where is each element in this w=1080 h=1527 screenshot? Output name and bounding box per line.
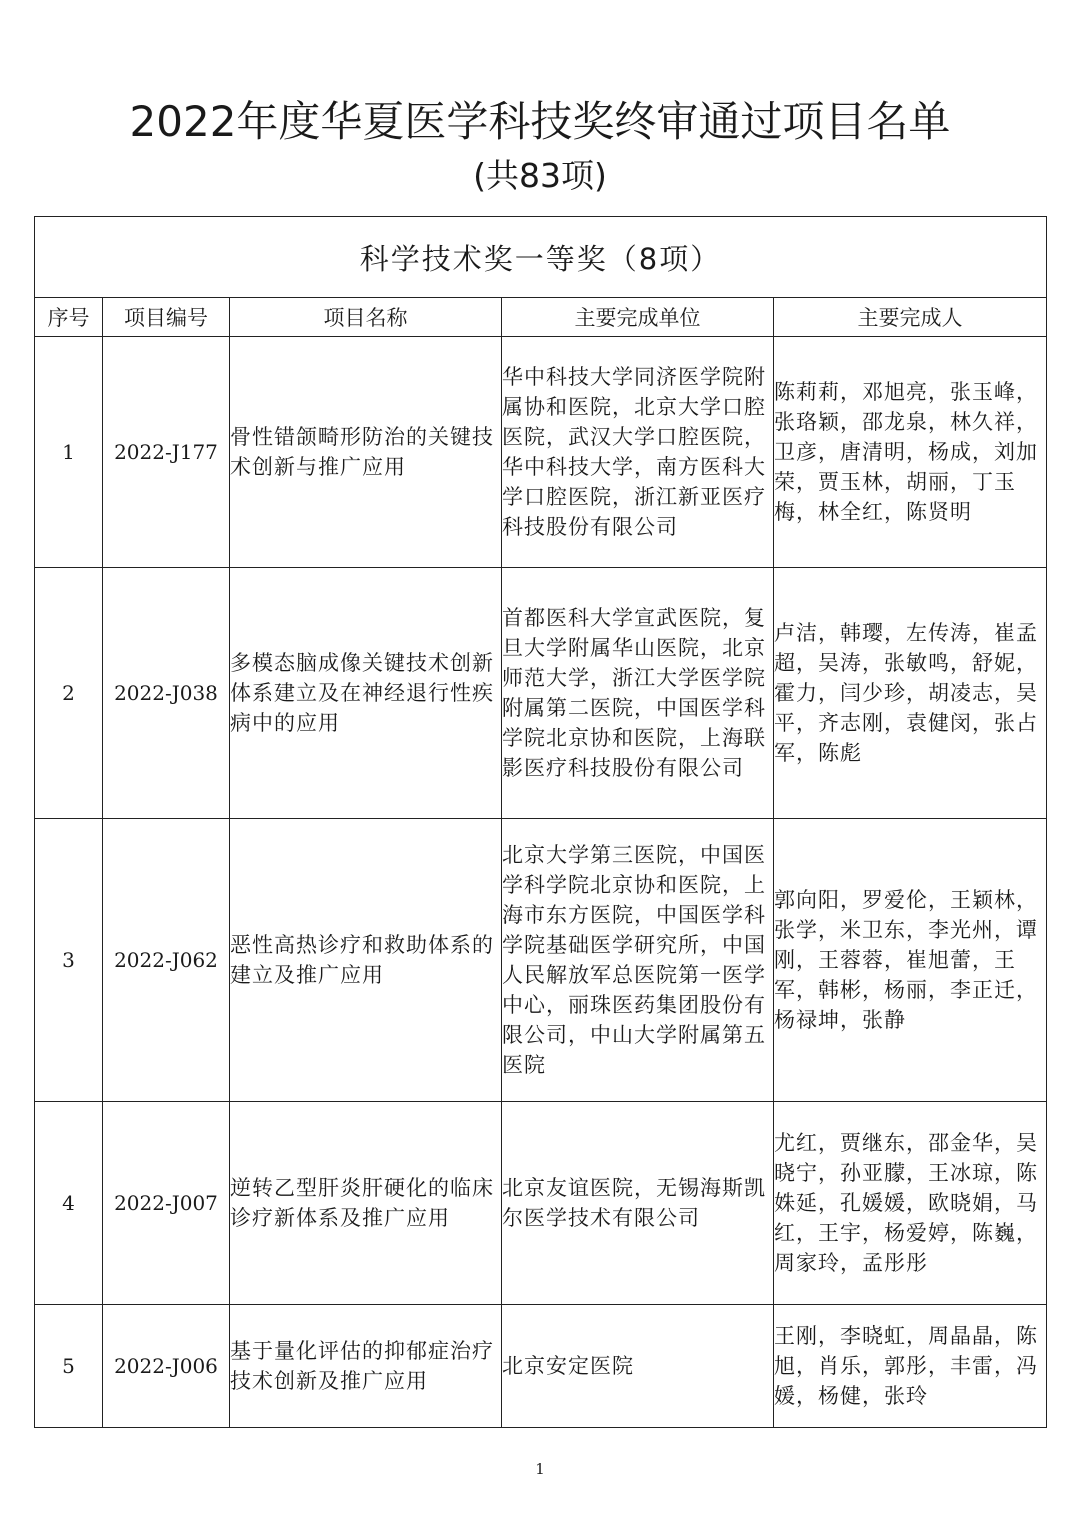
row-code: 2022-J177 <box>103 337 230 568</box>
document-subtitle: (共83项) <box>473 156 607 195</box>
row-seq: 5 <box>35 1305 103 1428</box>
row-seq: 4 <box>35 1102 103 1305</box>
row-project-name: 逆转乙型肝炎肝硬化的临床诊疗新体系及推广应用 <box>230 1102 502 1305</box>
col-header-code: 项目编号 <box>103 298 230 337</box>
row-organizations: 北京安定医院 <box>502 1305 774 1428</box>
row-seq: 2 <box>35 568 103 819</box>
table-row <box>35 1305 1047 1428</box>
row-people: 郭向阳，罗爱伦，王颖林，张学，米卫东，李光州，谭刚，王蓉蓉，崔旭蕾，王军，韩彬，杨丽，李正迁，杨禄坤，张静 <box>774 819 1047 1102</box>
table-row <box>35 337 1047 568</box>
row-organizations: 首都医科大学宣武医院，复旦大学附属华山医院，北京师范大学，浙江大学医学院附属第二医院，中国医学科学院北京协和医院，上海联影医疗科技股份有限公司 <box>502 568 774 819</box>
table-row <box>35 1102 1047 1305</box>
row-organizations: 华中科技大学同济医学院附属协和医院，北京大学口腔医院，武汉大学口腔医院，华中科技大学，南方医科大学口腔医院，浙江新亚医疗科技股份有限公司 <box>502 337 774 568</box>
row-people: 尤红，贾继东，邵金华，吴晓宁，孙亚朦，王冰琼，陈姝延，孔媛媛，欧晓娟，马红，王宇，杨爱婷，陈巍，周家玲，孟彤彤 <box>774 1102 1047 1305</box>
row-code: 2022-J062 <box>103 819 230 1102</box>
col-header-name: 项目名称 <box>230 298 502 337</box>
row-people: 王刚，李晓虹，周晶晶，陈旭，肖乐，郭彤，丰雷，冯媛，杨健，张玲 <box>774 1305 1047 1428</box>
row-organizations: 北京友谊医院，无锡海斯凯尔医学技术有限公司 <box>502 1102 774 1305</box>
section-title: 科学技术奖一等奖（8项） <box>35 217 1047 298</box>
row-seq: 3 <box>35 819 103 1102</box>
row-project-name: 恶性高热诊疗和救助体系的建立及推广应用 <box>230 819 502 1102</box>
row-seq: 1 <box>35 337 103 568</box>
col-header-org: 主要完成单位 <box>502 298 774 337</box>
section-header-row <box>35 217 1047 298</box>
row-people: 陈莉莉，邓旭亮，张玉峰，张珞颖，邵龙泉，林久祥，卫彦，唐清明，杨成，刘加荣，贾玉林，胡丽，丁玉梅，林全红，陈贤明 <box>774 337 1047 568</box>
page-number: 1 <box>535 1460 545 1478</box>
row-project-name: 多模态脑成像关键技术创新体系建立及在神经退行性疾病中的应用 <box>230 568 502 819</box>
column-header-row <box>35 298 1047 337</box>
row-people: 卢洁，韩璎，左传涛，崔孟超，吴涛，张敏鸣，舒妮，霍力，闫少珍，胡凌志，吴平，齐志刚，袁健闵，张占军，陈彪 <box>774 568 1047 819</box>
col-header-seq: 序号 <box>35 298 103 337</box>
col-header-people: 主要完成人 <box>774 298 1047 337</box>
row-project-name: 骨性错颌畸形防治的关键技术创新与推广应用 <box>230 337 502 568</box>
row-code: 2022-J038 <box>103 568 230 819</box>
row-code: 2022-J007 <box>103 1102 230 1305</box>
row-code: 2022-J006 <box>103 1305 230 1428</box>
row-organizations: 北京大学第三医院，中国医学科学院北京协和医院，上海市东方医院，中国医学科学院基础医学研究所，中国人民解放军总医院第一医学中心，丽珠医药集团股份有限公司，中山大学附属第五医院 <box>502 819 774 1102</box>
row-project-name: 基于量化评估的抑郁症治疗技术创新及推广应用 <box>230 1305 502 1428</box>
table-row <box>35 568 1047 819</box>
document-title: 2022年度华夏医学科技奖终审通过项目名单 <box>129 97 951 146</box>
table-row <box>35 819 1047 1102</box>
award-table <box>34 216 1047 1428</box>
